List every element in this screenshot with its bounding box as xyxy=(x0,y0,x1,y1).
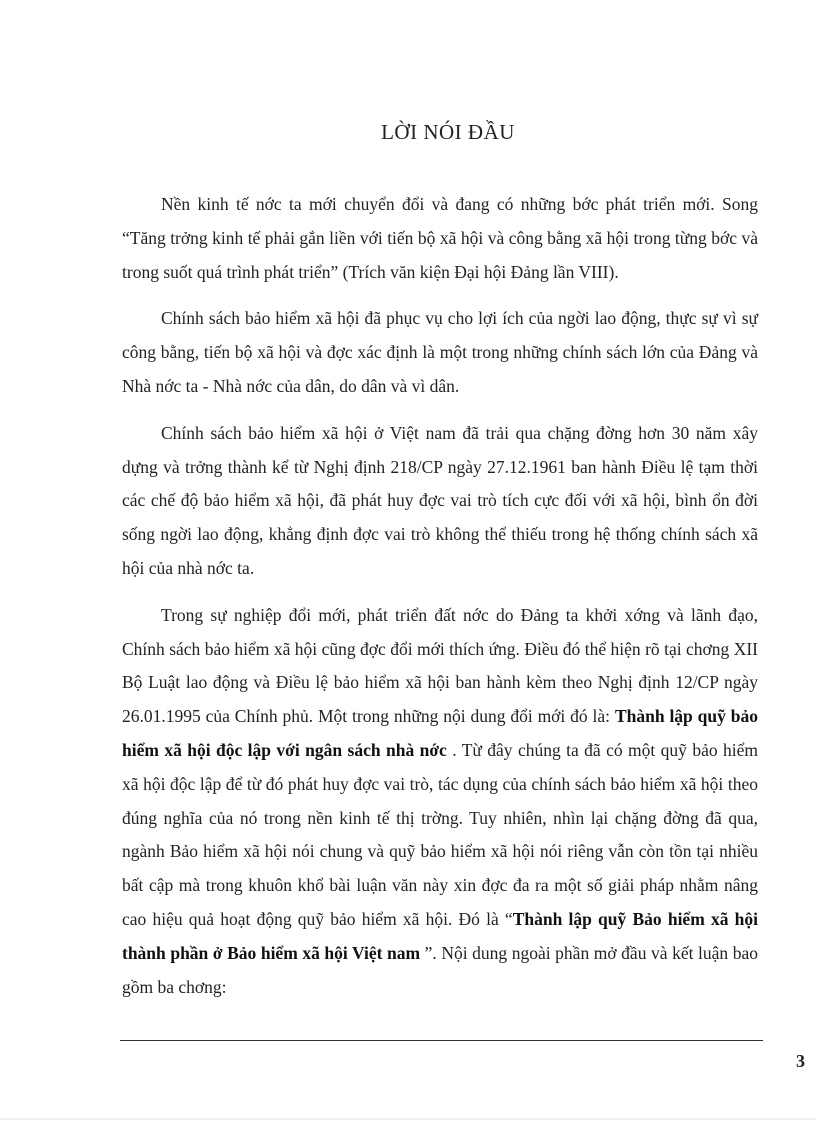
paragraph-text: Trong sự nghiệp đổi mới, phát triển đất nớc do Đảng ta khởi xớng và lãnh đạo, Chính sách bảo hiểm xã hội cũng đợc đổi mới thích ứng. Điều đó thể hiện rõ tại chơng XII Bộ Luật lao động và Điều lệ bảo hiểm xã hội ban hành kèm theo Nghị định 12/CP ngày 26.01.1995 của Chính phủ. Một trong những nội dung đổi mới đó là: xyxy=(122,604,758,727)
paragraph-text: . Từ đây chúng ta đã có một quỹ bảo hiểm xã hội độc lập để từ đó phát huy đợc vai trò, tác dụng của chính sách bảo hiểm xã hội theo đúng nghĩa của nó trong nền kinh tế thị trờng. Tuy nhiên, nhìn lại chặng đờng đã qua, ngành Bảo hiểm xã hội nói chung và quỹ bảo hiểm xã hội nói riêng vẫn còn tồn tại nhiều bất cập mà trong khuôn khổ bài luận văn này xin đợc đa ra một số giải pháp nhằm nâng cao hiệu quả hoạt động quỹ bảo hiểm xã hội. Đó là “ xyxy=(122,739,758,929)
paragraph-text: Chính sách bảo hiểm xã hội ở Việt nam đã trải qua chặng đờng hơn 30 năm xây dựng và trởng thành kể từ Nghị định 218/CP ngày 27.12.1961 ban hành Điều lệ tạm thời các chế độ bảo hiểm xã hội, đã phát huy đợc vai trò tích cực đối với xã hội, bình ổn đời sống ngời lao động, khẳng định đợc vai trò không thể thiếu trong hệ thống chính sách xã hội của nhà nớc ta. xyxy=(122,422,758,578)
bold-phrase: Thành lập quỹ Bảo hiểm xã hội thành phần ở Bảo hiểm xã hội Việt nam xyxy=(122,908,759,963)
bold-phrase: Thành lập quỹ bảo hiểm xã hội độc lập với ngân sách nhà nớc xyxy=(122,706,758,760)
footer-divider xyxy=(120,1040,763,1041)
paragraph-1 xyxy=(122,188,758,289)
paragraph-4 xyxy=(122,599,758,1005)
page-number: 3 xyxy=(796,1051,805,1071)
paragraph-text: ”. Nội dung ngoài phần mở đầu và kết luận bao gồm ba chơng: xyxy=(122,942,758,997)
paragraph-2 xyxy=(122,302,758,403)
page-title: LỜI NÓI ĐẦU xyxy=(381,120,515,144)
paragraph-text: Chính sách bảo hiểm xã hội đã phục vụ cho lợi ích của ngời lao động, thực sự vì sự công bằng, tiến bộ xã hội và đợc xác định là một trong những chính sách lớn của Đảng và Nhà nớc ta - Nhà nớc của dân, do dân và vì dân. xyxy=(122,308,758,396)
paragraph-3 xyxy=(122,417,758,586)
document-body xyxy=(122,188,758,1017)
page-bottom-edge xyxy=(0,1118,816,1120)
paragraph-text: Nền kinh tế nớc ta mới chuyển đổi và đang có những bớc phát triển mới. Song “Tăng trởng kinh tế phải gắn liền với tiến bộ xã hội và công bằng xã hội trong từng bớc và trong suốt quá trình phát triển” (Trích văn kiện Đại hội Đảng lần VIII). xyxy=(122,194,758,282)
